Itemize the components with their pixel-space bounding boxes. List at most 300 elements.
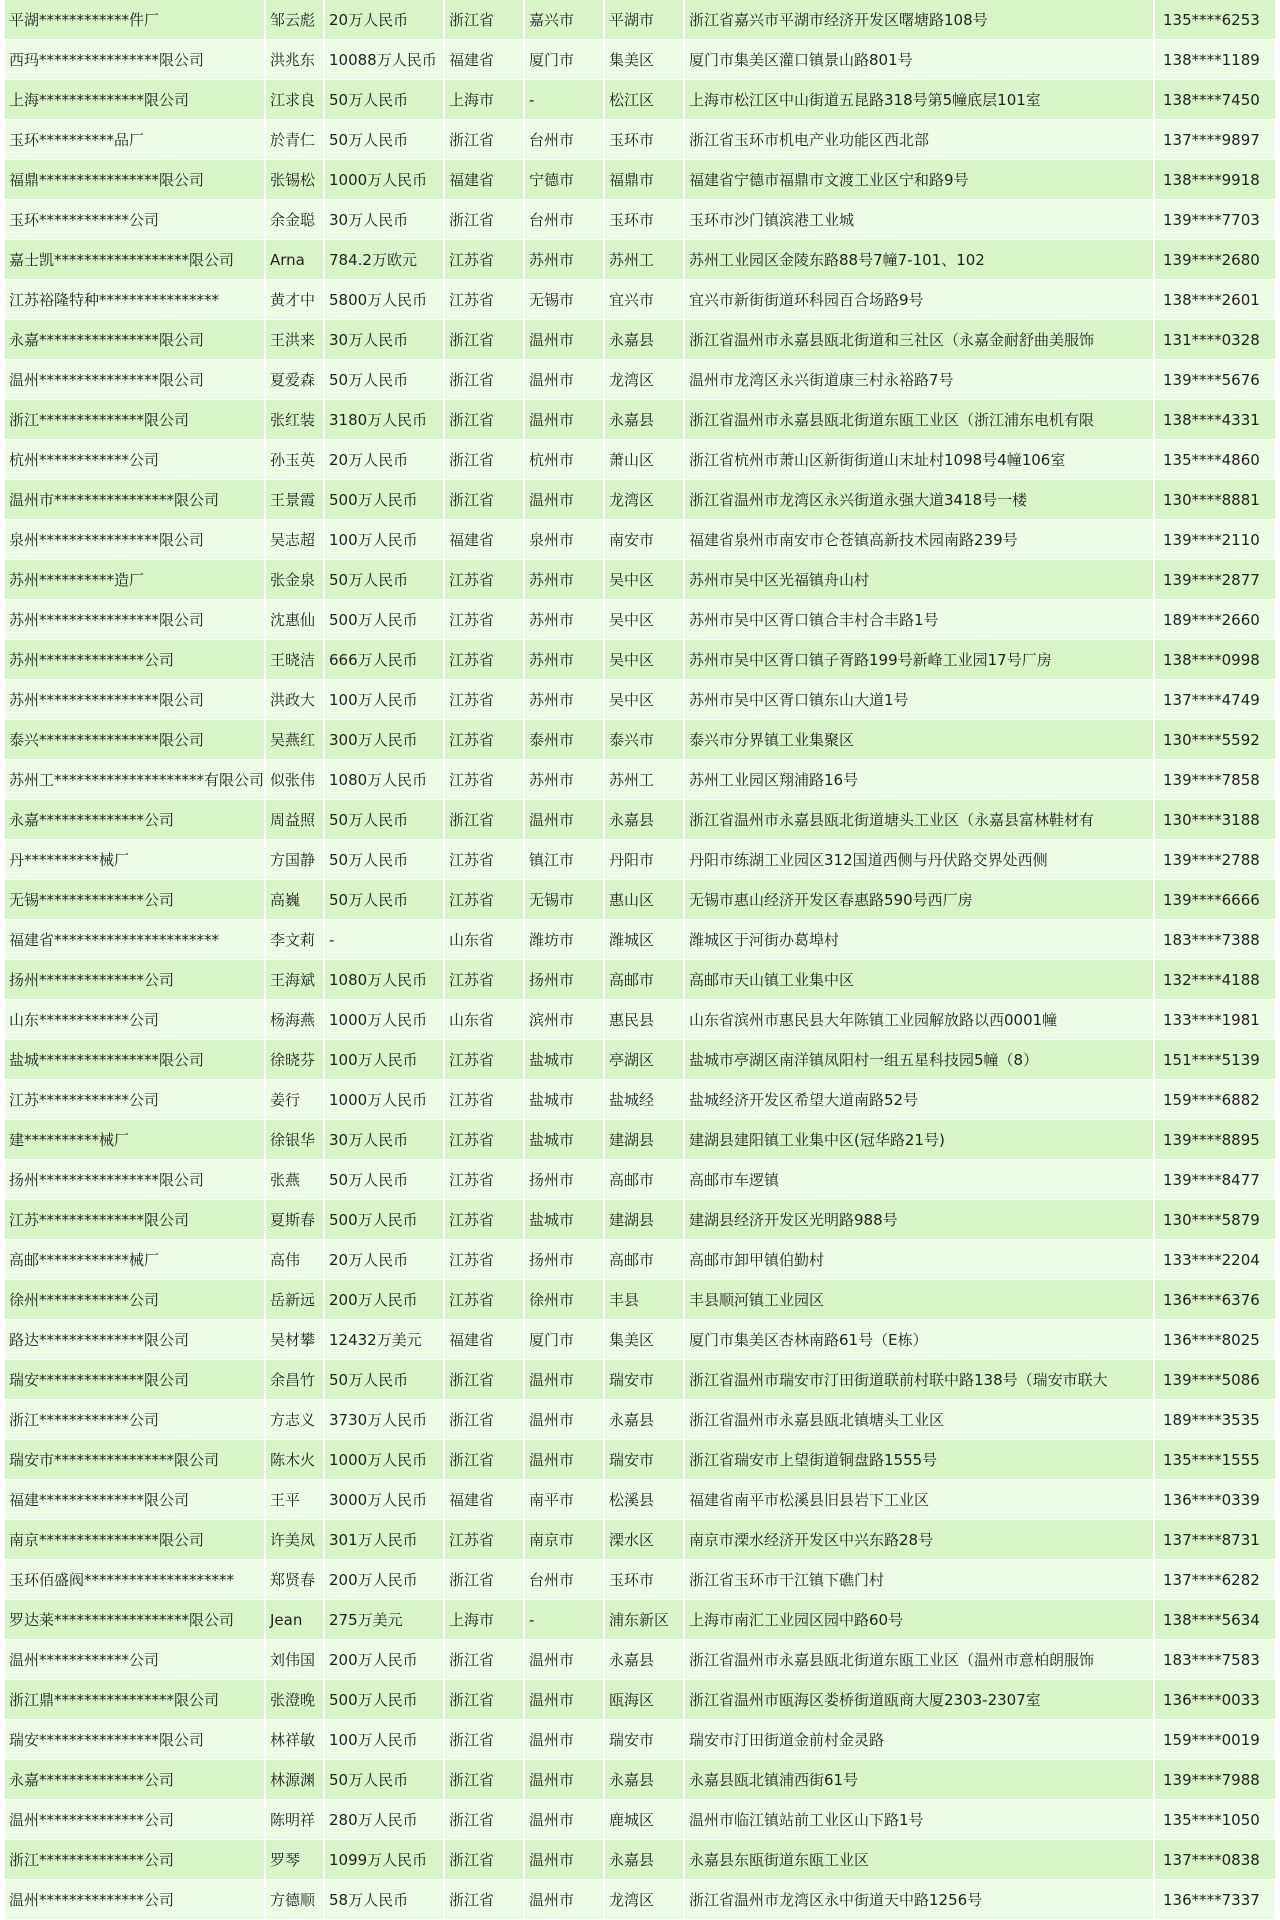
registered-capital-cell: 50万人民币 [325, 800, 445, 840]
registered-capital-cell: 100万人民币 [325, 1040, 445, 1080]
company-name-cell: 浙江**************限公司 [5, 400, 266, 440]
registered-capital-cell: 301万人民币 [325, 1520, 445, 1560]
phone-cell: 138****5634 [1155, 1600, 1275, 1640]
phone-cell: 135****1050 [1155, 1800, 1275, 1840]
company-name-cell: 路达**************限公司 [5, 1320, 266, 1360]
phone-cell: 137****8731 [1155, 1520, 1275, 1560]
phone-cell: 138****9918 [1155, 160, 1275, 200]
address-cell: 浙江省温州市瓯海区娄桥街道瓯商大厦2303-2307室 [685, 1680, 1155, 1720]
address-cell: 厦门市集美区杏林南路61号（E栋） [685, 1320, 1155, 1360]
province-cell: 江苏省 [445, 1160, 525, 1200]
district-cell: 永嘉县 [605, 400, 685, 440]
legal-rep-cell: 洪政大 [266, 680, 325, 720]
phone-cell: 151****5139 [1155, 1040, 1275, 1080]
legal-rep-cell: 陈明祥 [266, 1800, 325, 1840]
registered-capital-cell: 500万人民币 [325, 1680, 445, 1720]
legal-rep-cell: 方国静 [266, 840, 325, 880]
registered-capital-cell: 280万人民币 [325, 1800, 445, 1840]
legal-rep-cell: 吴志超 [266, 520, 325, 560]
address-cell: 山东省滨州市惠民县大年陈镇工业园解放路以西0001幢 [685, 1000, 1155, 1040]
legal-rep-cell: 林源渊 [266, 1760, 325, 1800]
province-cell: 浙江省 [445, 1760, 525, 1800]
district-cell: 萧山区 [605, 440, 685, 480]
table-row [5, 1080, 1275, 1120]
phone-cell: 139****2680 [1155, 240, 1275, 280]
table-row [5, 600, 1275, 640]
phone-cell: 136****6376 [1155, 1280, 1275, 1320]
province-cell: 江苏省 [445, 720, 525, 760]
company-name-cell: 山东************公司 [5, 1000, 266, 1040]
phone-cell: 159****6882 [1155, 1080, 1275, 1120]
legal-rep-cell: 余昌竹 [266, 1360, 325, 1400]
address-cell: 厦门市集美区灌口镇景山路801号 [685, 40, 1155, 80]
registered-capital-cell: 5800万人民币 [325, 280, 445, 320]
city-cell: 温州市 [525, 1880, 605, 1920]
province-cell: 江苏省 [445, 1200, 525, 1240]
province-cell: 江苏省 [445, 880, 525, 920]
phone-cell: 130****3188 [1155, 800, 1275, 840]
city-cell: 苏州市 [525, 680, 605, 720]
company-name-cell: 上海**************限公司 [5, 80, 266, 120]
district-cell: 亭湖区 [605, 1040, 685, 1080]
phone-cell: 139****2877 [1155, 560, 1275, 600]
district-cell: 吴中区 [605, 560, 685, 600]
registered-capital-cell: 50万人民币 [325, 840, 445, 880]
legal-rep-cell: Jean [266, 1600, 325, 1640]
address-cell: 浙江省温州市永嘉县瓯北街道东瓯工业区（浙江浦东电机有限 [685, 400, 1155, 440]
legal-rep-cell: 王洪来 [266, 320, 325, 360]
phone-cell: 136****8025 [1155, 1320, 1275, 1360]
phone-cell: 183****7388 [1155, 920, 1275, 960]
company-name-cell: 苏州****************限公司 [5, 680, 266, 720]
legal-rep-cell: 夏爱森 [266, 360, 325, 400]
address-cell: 温州市龙湾区永兴街道康三村永裕路7号 [685, 360, 1155, 400]
address-cell: 浙江省嘉兴市平湖市经济开发区曙塘路108号 [685, 0, 1155, 40]
legal-rep-cell: 徐银华 [266, 1120, 325, 1160]
city-cell: 南平市 [525, 1480, 605, 1520]
legal-rep-cell: 江求良 [266, 80, 325, 120]
city-cell: 温州市 [525, 400, 605, 440]
address-cell: 浙江省温州市永嘉县瓯北街道东瓯工业区（温州市意柏朗服饰 [685, 1640, 1155, 1680]
phone-cell: 139****7858 [1155, 760, 1275, 800]
company-name-cell: 温州****************限公司 [5, 360, 266, 400]
company-name-cell: 苏州**********造厂 [5, 560, 266, 600]
city-cell: 温州市 [525, 1760, 605, 1800]
table-row [5, 1480, 1275, 1520]
district-cell: 盐城经 [605, 1080, 685, 1120]
phone-cell: 139****7988 [1155, 1760, 1275, 1800]
registered-capital-cell: 100万人民币 [325, 680, 445, 720]
table-row [5, 200, 1275, 240]
address-cell: 丹阳市练湖工业园区312国道西侧与丹伏路交界处西侧 [685, 840, 1155, 880]
legal-rep-cell: 於青仁 [266, 120, 325, 160]
company-name-cell: 温州**************公司 [5, 1800, 266, 1840]
company-name-cell: 江苏裕隆特种**************** [5, 280, 266, 320]
legal-rep-cell: 岳新远 [266, 1280, 325, 1320]
province-cell: 福建省 [445, 520, 525, 560]
company-name-cell: 玉环************公司 [5, 200, 266, 240]
phone-cell: 139****6666 [1155, 880, 1275, 920]
legal-rep-cell: 张锡松 [266, 160, 325, 200]
address-cell: 上海市南汇工业园区园中路60号 [685, 1600, 1155, 1640]
phone-cell: 138****1189 [1155, 40, 1275, 80]
legal-rep-cell: 王海斌 [266, 960, 325, 1000]
province-cell: 浙江省 [445, 440, 525, 480]
city-cell: 温州市 [525, 1720, 605, 1760]
address-cell: 盐城经济开发区希望大道南路52号 [685, 1080, 1155, 1120]
registered-capital-cell: 12432万美元 [325, 1320, 445, 1360]
address-cell: 苏州市吴中区光福镇舟山村 [685, 560, 1155, 600]
city-cell: 温州市 [525, 1800, 605, 1840]
district-cell: 惠山区 [605, 880, 685, 920]
table-row [5, 320, 1275, 360]
province-cell: 浙江省 [445, 360, 525, 400]
city-cell: 台州市 [525, 120, 605, 160]
company-name-cell: 徐州************公司 [5, 1280, 266, 1320]
company-name-cell: 浙江**************公司 [5, 1840, 266, 1880]
address-cell: 苏州市吴中区胥口镇合丰村合丰路1号 [685, 600, 1155, 640]
registered-capital-cell: 784.2万欧元 [325, 240, 445, 280]
phone-cell: 138****4331 [1155, 400, 1275, 440]
company-name-cell: 温州**************公司 [5, 1880, 266, 1920]
city-cell: 温州市 [525, 1440, 605, 1480]
phone-cell: 135****1555 [1155, 1440, 1275, 1480]
district-cell: 宜兴市 [605, 280, 685, 320]
district-cell: 苏州工 [605, 760, 685, 800]
table-row [5, 1640, 1275, 1680]
province-cell: 浙江省 [445, 1680, 525, 1720]
province-cell: 浙江省 [445, 1840, 525, 1880]
registered-capital-cell: 20万人民币 [325, 0, 445, 40]
company-name-cell: 南京****************限公司 [5, 1520, 266, 1560]
registered-capital-cell: 200万人民币 [325, 1280, 445, 1320]
legal-rep-cell: 徐晓芬 [266, 1040, 325, 1080]
registered-capital-cell: 30万人民币 [325, 320, 445, 360]
province-cell: 福建省 [445, 40, 525, 80]
legal-rep-cell: 张澄晚 [266, 1680, 325, 1720]
province-cell: 浙江省 [445, 1360, 525, 1400]
phone-cell: 138****0998 [1155, 640, 1275, 680]
province-cell: 江苏省 [445, 1280, 525, 1320]
district-cell: 松江区 [605, 80, 685, 120]
company-name-cell: 浙江************公司 [5, 1400, 266, 1440]
phone-cell: 136****0033 [1155, 1680, 1275, 1720]
city-cell: 无锡市 [525, 880, 605, 920]
city-cell: 苏州市 [525, 560, 605, 600]
company-name-cell: 丹**********械厂 [5, 840, 266, 880]
city-cell: 扬州市 [525, 1240, 605, 1280]
province-cell: 浙江省 [445, 1560, 525, 1600]
city-cell: 潍坊市 [525, 920, 605, 960]
table-row [5, 400, 1275, 440]
registered-capital-cell: 50万人民币 [325, 120, 445, 160]
registered-capital-cell: 58万人民币 [325, 1880, 445, 1920]
registered-capital-cell: 1000万人民币 [325, 1440, 445, 1480]
district-cell: 龙湾区 [605, 1880, 685, 1920]
address-cell: 高邮市天山镇工业集中区 [685, 960, 1155, 1000]
phone-cell: 135****6253 [1155, 0, 1275, 40]
registered-capital-cell: 50万人民币 [325, 1160, 445, 1200]
company-name-cell: 苏州****************限公司 [5, 600, 266, 640]
registered-capital-cell: 500万人民币 [325, 480, 445, 520]
city-cell: 台州市 [525, 1560, 605, 1600]
table-row [5, 1440, 1275, 1480]
legal-rep-cell: 孙玉英 [266, 440, 325, 480]
city-cell: 厦门市 [525, 1320, 605, 1360]
province-cell: 江苏省 [445, 240, 525, 280]
province-cell: 江苏省 [445, 840, 525, 880]
legal-rep-cell: 李文莉 [266, 920, 325, 960]
phone-cell: 137****9897 [1155, 120, 1275, 160]
company-name-cell: 瑞安****************限公司 [5, 1720, 266, 1760]
company-name-cell: 江苏************公司 [5, 1080, 266, 1120]
registered-capital-cell: 300万人民币 [325, 720, 445, 760]
province-cell: 浙江省 [445, 120, 525, 160]
district-cell: 永嘉县 [605, 1840, 685, 1880]
table-row [5, 240, 1275, 280]
company-name-cell: 罗达莱******************限公司 [5, 1600, 266, 1640]
district-cell: 永嘉县 [605, 1640, 685, 1680]
address-cell: 苏州市吴中区胥口镇东山大道1号 [685, 680, 1155, 720]
district-cell: 瓯海区 [605, 1680, 685, 1720]
table-body [5, 0, 1275, 1920]
legal-rep-cell: 沈惠仙 [266, 600, 325, 640]
city-cell: 厦门市 [525, 40, 605, 80]
table-row [5, 760, 1275, 800]
legal-rep-cell: Arna [266, 240, 325, 280]
city-cell: 温州市 [525, 480, 605, 520]
province-cell: 浙江省 [445, 1720, 525, 1760]
address-cell: 高邮市卸甲镇伯勤村 [685, 1240, 1155, 1280]
registered-capital-cell: 1000万人民币 [325, 160, 445, 200]
city-cell: 温州市 [525, 360, 605, 400]
company-name-cell: 嘉士凯******************限公司 [5, 240, 266, 280]
district-cell: 建湖县 [605, 1120, 685, 1160]
company-name-cell: 无锡**************公司 [5, 880, 266, 920]
province-cell: 江苏省 [445, 640, 525, 680]
address-cell: 丰县顺河镇工业园区 [685, 1280, 1155, 1320]
table-row [5, 360, 1275, 400]
company-name-cell: 瑞安**************限公司 [5, 1360, 266, 1400]
address-cell: 无锡市惠山经济开发区春惠路590号西厂房 [685, 880, 1155, 920]
registered-capital-cell: 3000万人民币 [325, 1480, 445, 1520]
district-cell: 高邮市 [605, 1160, 685, 1200]
address-cell: 浙江省瑞安市上望街道铜盘路1555号 [685, 1440, 1155, 1480]
phone-cell: 136****0339 [1155, 1480, 1275, 1520]
table-row [5, 520, 1275, 560]
table-row [5, 280, 1275, 320]
district-cell: 龙湾区 [605, 480, 685, 520]
phone-cell: 138****7450 [1155, 80, 1275, 120]
district-cell: 集美区 [605, 1320, 685, 1360]
province-cell: 江苏省 [445, 1240, 525, 1280]
city-cell: 盐城市 [525, 1080, 605, 1120]
city-cell: - [525, 1600, 605, 1640]
legal-rep-cell: 高巍 [266, 880, 325, 920]
company-name-cell: 玉环佰盛阀******************** [5, 1560, 266, 1600]
city-cell: 盐城市 [525, 1120, 605, 1160]
legal-rep-cell: 王景霞 [266, 480, 325, 520]
city-cell: 温州市 [525, 800, 605, 840]
city-cell: 温州市 [525, 1400, 605, 1440]
company-name-cell: 高邮************械厂 [5, 1240, 266, 1280]
phone-cell: 131****0328 [1155, 320, 1275, 360]
legal-rep-cell: 高伟 [266, 1240, 325, 1280]
legal-rep-cell: 郑贤春 [266, 1560, 325, 1600]
registered-capital-cell: 3180万人民币 [325, 400, 445, 440]
address-cell: 建湖县经济开发区光明路988号 [685, 1200, 1155, 1240]
table-row [5, 1040, 1275, 1080]
legal-rep-cell: 陈木火 [266, 1440, 325, 1480]
address-cell: 浙江省温州市龙湾区永兴街道永强大道3418号一楼 [685, 480, 1155, 520]
district-cell: 建湖县 [605, 1200, 685, 1240]
address-cell: 浙江省温州市永嘉县瓯北街道和三社区（永嘉金耐舒曲美服饰 [685, 320, 1155, 360]
company-name-cell: 温州市****************限公司 [5, 480, 266, 520]
phone-cell: 133****2204 [1155, 1240, 1275, 1280]
district-cell: 鹿城区 [605, 1800, 685, 1840]
phone-cell: 137****0838 [1155, 1840, 1275, 1880]
district-cell: 永嘉县 [605, 1760, 685, 1800]
city-cell: 温州市 [525, 1840, 605, 1880]
table-row [5, 680, 1275, 720]
city-cell: 泰州市 [525, 720, 605, 760]
company-name-cell: 杭州************公司 [5, 440, 266, 480]
province-cell: 浙江省 [445, 800, 525, 840]
table-row [5, 920, 1275, 960]
address-cell: 浙江省玉环市机电产业功能区西北部 [685, 120, 1155, 160]
district-cell: 高邮市 [605, 1240, 685, 1280]
table-row [5, 880, 1275, 920]
province-cell: 浙江省 [445, 1440, 525, 1480]
city-cell: 徐州市 [525, 1280, 605, 1320]
district-cell: 丰县 [605, 1280, 685, 1320]
province-cell: 浙江省 [445, 1640, 525, 1680]
city-cell: 泉州市 [525, 520, 605, 560]
legal-rep-cell: 王平 [266, 1480, 325, 1520]
table-row [5, 1200, 1275, 1240]
district-cell: 吴中区 [605, 640, 685, 680]
table-row [5, 40, 1275, 80]
city-cell: 南京市 [525, 1520, 605, 1560]
table-row [5, 1560, 1275, 1600]
province-cell: 浙江省 [445, 1800, 525, 1840]
address-cell: 南京市溧水经济开发区中兴东路28号 [685, 1520, 1155, 1560]
legal-rep-cell: 林祥敏 [266, 1720, 325, 1760]
table-row [5, 960, 1275, 1000]
phone-cell: 132****4188 [1155, 960, 1275, 1000]
province-cell: 江苏省 [445, 760, 525, 800]
phone-cell: 133****1981 [1155, 1000, 1275, 1040]
company-name-cell: 盐城****************限公司 [5, 1040, 266, 1080]
company-name-cell: 永嘉**************公司 [5, 1760, 266, 1800]
registered-capital-cell: 200万人民币 [325, 1560, 445, 1600]
city-cell: 滨州市 [525, 1000, 605, 1040]
address-cell: 瑞安市汀田街道金前村金灵路 [685, 1720, 1155, 1760]
address-cell: 福建省南平市松溪县旧县岩下工业区 [685, 1480, 1155, 1520]
province-cell: 浙江省 [445, 1880, 525, 1920]
city-cell: 宁德市 [525, 160, 605, 200]
table-row [5, 0, 1275, 40]
legal-rep-cell: 张燕 [266, 1160, 325, 1200]
company-name-cell: 苏州**************公司 [5, 640, 266, 680]
phone-cell: 130****8881 [1155, 480, 1275, 520]
district-cell: 集美区 [605, 40, 685, 80]
phone-cell: 130****5879 [1155, 1200, 1275, 1240]
table-row [5, 120, 1275, 160]
province-cell: 浙江省 [445, 0, 525, 40]
phone-cell: 139****2110 [1155, 520, 1275, 560]
table-row [5, 1800, 1275, 1840]
district-cell: 松溪县 [605, 1480, 685, 1520]
phone-cell: 189****3535 [1155, 1400, 1275, 1440]
table-row [5, 160, 1275, 200]
legal-rep-cell: 吴材攀 [266, 1320, 325, 1360]
city-cell: 苏州市 [525, 600, 605, 640]
table-row [5, 1400, 1275, 1440]
city-cell: 嘉兴市 [525, 0, 605, 40]
registered-capital-cell: 666万人民币 [325, 640, 445, 680]
registered-capital-cell: 20万人民币 [325, 440, 445, 480]
registered-capital-cell: 500万人民币 [325, 1200, 445, 1240]
registered-capital-cell: 30万人民币 [325, 1120, 445, 1160]
district-cell: 高邮市 [605, 960, 685, 1000]
legal-rep-cell: 杨海燕 [266, 1000, 325, 1040]
table-row [5, 560, 1275, 600]
registered-capital-cell: 1080万人民币 [325, 960, 445, 1000]
province-cell: 江苏省 [445, 600, 525, 640]
address-cell: 永嘉县瓯北镇浦西街61号 [685, 1760, 1155, 1800]
company-name-cell: 江苏**************限公司 [5, 1200, 266, 1240]
table-row [5, 1600, 1275, 1640]
province-cell: 山东省 [445, 1000, 525, 1040]
district-cell: 玉环市 [605, 120, 685, 160]
legal-rep-cell: 张金泉 [266, 560, 325, 600]
address-cell: 永嘉县东瓯街道东瓯工业区 [685, 1840, 1155, 1880]
company-name-cell: 永嘉**************公司 [5, 800, 266, 840]
phone-cell: 130****5592 [1155, 720, 1275, 760]
legal-rep-cell: 黄才中 [266, 280, 325, 320]
district-cell: 吴中区 [605, 600, 685, 640]
table-row [5, 1880, 1275, 1920]
registered-capital-cell: 20万人民币 [325, 1240, 445, 1280]
phone-cell: 139****7703 [1155, 200, 1275, 240]
registered-capital-cell: 1099万人民币 [325, 1840, 445, 1880]
registered-capital-cell: 3730万人民币 [325, 1400, 445, 1440]
address-cell: 福建省泉州市南安市仑苍镇高新技术园南路239号 [685, 520, 1155, 560]
address-cell: 浙江省温州市龙湾区永中街道天中路1256号 [685, 1880, 1155, 1920]
company-name-cell: 瑞安市****************限公司 [5, 1440, 266, 1480]
city-cell: 温州市 [525, 1640, 605, 1680]
registered-capital-cell: 30万人民币 [325, 200, 445, 240]
district-cell: 溧水区 [605, 1520, 685, 1560]
company-name-cell: 泰兴****************限公司 [5, 720, 266, 760]
registered-capital-cell: 10088万人民币 [325, 40, 445, 80]
table-row [5, 640, 1275, 680]
company-name-cell: 扬州**************公司 [5, 960, 266, 1000]
phone-cell: 138****2601 [1155, 280, 1275, 320]
company-table [5, 0, 1275, 1920]
legal-rep-cell: 似张伟 [266, 760, 325, 800]
city-cell: 杭州市 [525, 440, 605, 480]
address-cell: 宜兴市新街街道环科园百合场路9号 [685, 280, 1155, 320]
district-cell: 龙湾区 [605, 360, 685, 400]
registered-capital-cell: 50万人民币 [325, 360, 445, 400]
company-name-cell: 永嘉****************限公司 [5, 320, 266, 360]
legal-rep-cell: 周益照 [266, 800, 325, 840]
district-cell: 福鼎市 [605, 160, 685, 200]
table-row [5, 1680, 1275, 1720]
legal-rep-cell: 洪兆东 [266, 40, 325, 80]
